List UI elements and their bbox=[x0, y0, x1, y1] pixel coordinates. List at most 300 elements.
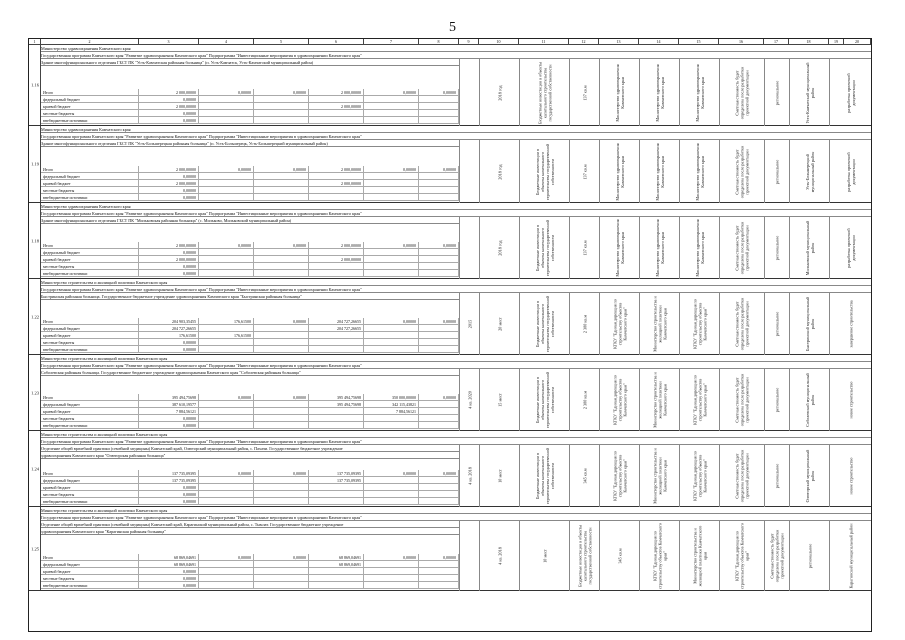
block-header-line: Государственная программа Камчатского края "Развитие здравоохранения Камчатского края" Подпрограмма "Инвестиционные мероприятия в здравоохранении Камчатского края" bbox=[41, 362, 871, 369]
finance-label: внебюджетные источники bbox=[41, 422, 139, 429]
finance-label: краевой бюджет bbox=[41, 180, 139, 187]
finance-value: 0,00000 bbox=[419, 394, 459, 401]
finance-value bbox=[419, 582, 459, 589]
finance-value bbox=[309, 249, 364, 256]
finance-label: федеральный бюджет bbox=[41, 173, 139, 180]
finance-label: Итого bbox=[41, 166, 139, 173]
finance-value: 2 000,00000 bbox=[309, 89, 364, 96]
vertical-cell: Мильковский муниципальный район bbox=[789, 217, 829, 279]
finance-value bbox=[254, 249, 309, 256]
finance-value bbox=[254, 325, 309, 332]
finance-row bbox=[41, 187, 459, 194]
finance-value: 176,61500 bbox=[139, 332, 199, 339]
finance-value bbox=[254, 332, 309, 339]
finance-value: 342 115,43821 bbox=[364, 401, 419, 408]
finance-label: внебюджетные источники bbox=[41, 346, 139, 353]
finance-value: 0,00000 bbox=[419, 470, 459, 477]
finance-row bbox=[41, 575, 459, 582]
finance-value bbox=[254, 270, 309, 277]
finance-value: 137 735,09395 bbox=[139, 470, 199, 477]
finance-label: федеральный бюджет bbox=[41, 96, 139, 103]
finance-label: краевой бюджет bbox=[41, 256, 139, 263]
finance-value bbox=[309, 117, 364, 124]
block-header-line: Министерство здравоохранения Камчатского края bbox=[41, 126, 871, 133]
block-header-line: Государственная программа Камчатского края "Развитие здравоохранения Камчатского края" Подпрограмма "Инвестиционные мероприятия в здравоохранении Камчатского края" bbox=[41, 286, 871, 293]
finance-row bbox=[41, 332, 459, 339]
finance-value bbox=[364, 187, 419, 194]
finance-row bbox=[41, 415, 459, 422]
block-header-line: Министерство строительства и жилищной политики Камчатского края bbox=[41, 507, 871, 514]
finance-value bbox=[309, 484, 364, 491]
vertical-cell: 10 мест bbox=[479, 445, 519, 507]
vertical-cell: Министерство строительства и жилищной политики Камчатского края bbox=[679, 521, 719, 591]
finance-value bbox=[254, 180, 309, 187]
block-header-line: Министерство строительства и жилищной политики Камчатского края bbox=[41, 279, 871, 286]
finance-value: 0,00000 bbox=[139, 194, 199, 201]
vertical-cell: региональное bbox=[764, 59, 789, 126]
finance-value bbox=[309, 173, 364, 180]
finance-value bbox=[364, 110, 419, 117]
finance-value bbox=[419, 96, 459, 103]
finance-value: 0,00000 bbox=[139, 484, 199, 491]
finance-label: местные бюджеты bbox=[41, 110, 139, 117]
finance-label: краевой бюджет bbox=[41, 568, 139, 575]
finance-label: Итого bbox=[41, 554, 139, 561]
finance-value: 176,61500 bbox=[199, 318, 254, 325]
finance-value bbox=[254, 408, 309, 415]
finance-value: 2 000,00000 bbox=[309, 166, 364, 173]
finance-row bbox=[41, 242, 459, 249]
finance-value bbox=[254, 575, 309, 582]
vertical-cell: разработка проектной документации bbox=[829, 217, 871, 279]
vertical-cell: разработка проектной документации bbox=[829, 140, 871, 203]
finance-label: внебюджетные источники bbox=[41, 582, 139, 589]
finance-value bbox=[419, 332, 459, 339]
finance-row bbox=[41, 401, 459, 408]
finance-value: 0,00000 bbox=[254, 166, 309, 173]
finance-value: 0,00000 bbox=[139, 422, 199, 429]
vertical-cell: КГКУ "Единая дирекция по строительству объектов Камчатского края" bbox=[639, 521, 679, 591]
finance-value bbox=[364, 477, 419, 484]
finance-row bbox=[41, 422, 459, 429]
finance-row bbox=[41, 339, 459, 346]
page-number: 5 bbox=[449, 20, 456, 35]
finance-value bbox=[199, 498, 254, 505]
finance-value bbox=[199, 103, 254, 110]
finance-label: внебюджетные источники bbox=[41, 117, 139, 124]
finance-value bbox=[364, 422, 419, 429]
finance-value bbox=[419, 187, 459, 194]
finance-value bbox=[364, 339, 419, 346]
finance-value bbox=[199, 491, 254, 498]
object-block bbox=[29, 279, 871, 355]
finance-value: 0,00000 bbox=[139, 117, 199, 124]
finance-value: 395 494,75698 bbox=[139, 394, 199, 401]
finance-value: 0,00000 bbox=[139, 491, 199, 498]
finance-value bbox=[364, 498, 419, 505]
finance-row bbox=[41, 568, 459, 575]
finance-label: федеральный бюджет bbox=[41, 249, 139, 256]
column-number: 12 bbox=[569, 39, 599, 45]
finance-value bbox=[419, 263, 459, 270]
vertical-cell: новое строительство bbox=[829, 445, 871, 507]
finance-value: 0,00000 bbox=[254, 394, 309, 401]
vertical-cell: Министерство здравоохранения Камчатского края bbox=[639, 217, 679, 279]
column-number: 20 bbox=[844, 39, 871, 45]
investment-table bbox=[28, 38, 872, 632]
vertical-cell: Министерство здравоохранения Камчатского края bbox=[599, 140, 639, 203]
vertical-cell: Бюджетные инвестиции в объекты капитального строительства государственной собственности bbox=[519, 293, 569, 355]
finance-label: Итого bbox=[41, 89, 139, 96]
object-block bbox=[29, 507, 871, 591]
finance-row bbox=[41, 554, 459, 561]
finance-value bbox=[364, 180, 419, 187]
vertical-cell: Министерство строительства и жилищной политики Камчатского края bbox=[639, 293, 679, 355]
column-number: 8 bbox=[419, 39, 459, 45]
row-number: 1.18 bbox=[29, 203, 41, 278]
finance-value bbox=[309, 263, 364, 270]
finance-value: 0,00000 bbox=[139, 173, 199, 180]
column-number: 15 bbox=[679, 39, 719, 45]
row-number: 1.25 bbox=[29, 507, 41, 590]
finance-value: 0,00000 bbox=[139, 263, 199, 270]
vertical-cell: Бюджетные инвестиции в объекты капитального строительства государственной собственности bbox=[519, 59, 569, 126]
finance-value bbox=[364, 575, 419, 582]
finance-label: федеральный бюджет bbox=[41, 477, 139, 484]
row-number: 1.24 bbox=[29, 431, 41, 506]
finance-value bbox=[199, 561, 254, 568]
finance-value: 0,00000 bbox=[419, 554, 459, 561]
finance-value bbox=[254, 103, 309, 110]
finance-value bbox=[309, 415, 364, 422]
vertical-cell: Усть-Большерецкий муниципальный район bbox=[789, 140, 829, 203]
finance-value bbox=[254, 582, 309, 589]
vertical-cell: Министерство здравоохранения Камчатского края bbox=[679, 217, 719, 279]
finance-value bbox=[254, 256, 309, 263]
finance-row bbox=[41, 561, 459, 568]
finance-value bbox=[309, 187, 364, 194]
finance-value: 387 610,19577 bbox=[139, 401, 199, 408]
finance-label: краевой бюджет bbox=[41, 332, 139, 339]
block-header-line: здравоохранения Камчатского края "Карагинская районная больница" bbox=[41, 528, 459, 535]
vertical-cell: Карагинский муниципальный район bbox=[829, 521, 871, 591]
finance-value bbox=[254, 401, 309, 408]
finance-value bbox=[364, 249, 419, 256]
finance-value: 2 000,00000 bbox=[309, 103, 364, 110]
finance-value bbox=[364, 568, 419, 575]
vertical-cell: 2018 год bbox=[479, 59, 519, 126]
finance-value bbox=[199, 270, 254, 277]
vertical-cell: 2 300 кв.м bbox=[569, 369, 599, 431]
finance-value: 0,00000 bbox=[199, 394, 254, 401]
vertical-cell bbox=[459, 217, 479, 279]
finance-label: внебюджетные источники bbox=[41, 270, 139, 277]
finance-value bbox=[199, 96, 254, 103]
finance-row bbox=[41, 470, 459, 477]
vertical-cell: Сметная стоимость будет определена после разработки проектной документации bbox=[764, 521, 789, 591]
finance-value bbox=[254, 339, 309, 346]
finance-value bbox=[364, 491, 419, 498]
finance-value bbox=[254, 422, 309, 429]
finance-value: 0,00000 bbox=[254, 318, 309, 325]
finance-row bbox=[41, 173, 459, 180]
vertical-cell: региональное bbox=[764, 369, 789, 431]
column-number: 7 bbox=[364, 39, 419, 45]
finance-value bbox=[309, 575, 364, 582]
finance-value bbox=[419, 498, 459, 505]
finance-value: 0,00000 bbox=[199, 554, 254, 561]
column-number: 9 bbox=[459, 39, 479, 45]
finance-value: 204 903,35455 bbox=[139, 318, 199, 325]
finance-value: 0,00000 bbox=[199, 242, 254, 249]
vertical-cell: разработка проектной документации bbox=[829, 59, 871, 126]
finance-value bbox=[309, 491, 364, 498]
finance-value bbox=[254, 194, 309, 201]
finance-value: 204 727,26655 bbox=[139, 325, 199, 332]
vertical-cell: КГКУ "Единая дирекция по строительству объектов Камчатского края" bbox=[599, 293, 639, 355]
vertical-cell: 4 кв. 2018 bbox=[459, 445, 479, 507]
finance-value bbox=[254, 173, 309, 180]
finance-value bbox=[419, 256, 459, 263]
vertical-cell: Соболевский муниципальный район bbox=[789, 369, 829, 431]
finance-value bbox=[199, 568, 254, 575]
finance-value: 137 735,09395 bbox=[309, 470, 364, 477]
finance-row bbox=[41, 263, 459, 270]
column-number: 5 bbox=[254, 39, 309, 45]
block-header-line: Отделение общей врачебной практики (семейной медицины) Камчатский край, Карагинский муниципальный район, с. Тымлат. Государственное бюджетное учреждение bbox=[41, 521, 459, 528]
finance-value bbox=[419, 249, 459, 256]
finance-value bbox=[199, 263, 254, 270]
finance-value bbox=[309, 582, 364, 589]
vertical-cell: КГКУ "Единая дирекция по строительству объектов Камчатского края" bbox=[679, 445, 719, 507]
finance-value: 0,00000 bbox=[139, 96, 199, 103]
vertical-cell: Министерство здравоохранения Камчатского края bbox=[639, 140, 679, 203]
block-header-line: Министерство строительства и жилищной политики Камчатского края bbox=[41, 355, 871, 362]
block-header-line: Здание многофункционального отделения ГБСТ ПК "Усть-Камчатская районная больница" (п. Усть-Камчатск, Усть-Камчатский муниципальный район) bbox=[41, 59, 459, 66]
vertical-cell: КГКУ "Единая дирекция по строительству объектов Камчатского края" bbox=[719, 521, 764, 591]
block-header-line: Министерство строительства и жилищной политики Камчатского края bbox=[41, 431, 871, 438]
finance-value bbox=[199, 325, 254, 332]
vertical-cell: завершение строительства bbox=[829, 293, 871, 355]
finance-row bbox=[41, 491, 459, 498]
finance-value bbox=[199, 477, 254, 484]
finance-row bbox=[41, 166, 459, 173]
finance-row bbox=[41, 249, 459, 256]
finance-row bbox=[41, 346, 459, 353]
row-number: 1.19 bbox=[29, 126, 41, 202]
finance-value: 68 869,04691 bbox=[139, 554, 199, 561]
finance-value bbox=[309, 194, 364, 201]
column-number: 14 bbox=[639, 39, 679, 45]
column-number: 11 bbox=[519, 39, 569, 45]
vertical-cell: КГКУ "Единая дирекция по строительству объектов Камчатского края" bbox=[599, 445, 639, 507]
finance-value bbox=[309, 408, 364, 415]
vertical-cell: КГКУ "Единая дирекция по строительству объектов Камчатского края" bbox=[679, 369, 719, 431]
finance-value bbox=[309, 498, 364, 505]
finance-value: 137 735,09395 bbox=[309, 477, 364, 484]
finance-value bbox=[199, 415, 254, 422]
vertical-cell: 2018 год bbox=[479, 140, 519, 203]
finance-value bbox=[419, 194, 459, 201]
finance-value bbox=[419, 339, 459, 346]
vertical-cell: 137 кв.м bbox=[569, 59, 599, 126]
finance-value bbox=[364, 346, 419, 353]
finance-value: 2 000,00000 bbox=[309, 242, 364, 249]
block-header-line: Государственная программа Камчатского края "Развитие здравоохранения Камчатского края" Подпрограмма "Инвестиционные мероприятия в здравоохранении Камчатского края" bbox=[41, 438, 871, 445]
finance-value: 0,00000 bbox=[254, 554, 309, 561]
finance-value: 0,00000 bbox=[254, 242, 309, 249]
finance-value bbox=[199, 575, 254, 582]
finance-value bbox=[419, 484, 459, 491]
vertical-cell: Министерство здравоохранения Камчатского края bbox=[599, 59, 639, 126]
finance-value bbox=[309, 568, 364, 575]
column-number: 4 bbox=[199, 39, 254, 45]
vertical-cell: Бюджетные инвестиции в объекты капитального строительства государственной собственности bbox=[569, 521, 599, 591]
finance-row bbox=[41, 117, 459, 124]
vertical-cell: Усть-Камчатский муниципальный район bbox=[789, 59, 829, 126]
finance-row bbox=[41, 318, 459, 325]
finance-label: Итого bbox=[41, 470, 139, 477]
vertical-cell: Сметная стоимость будет определена после разработки проектной документации bbox=[719, 217, 764, 279]
vertical-cell: 4 кв. 2018 bbox=[479, 521, 519, 591]
vertical-cell bbox=[459, 59, 479, 126]
finance-value bbox=[254, 263, 309, 270]
finance-value bbox=[199, 401, 254, 408]
vertical-cell: новое строительство bbox=[829, 369, 871, 431]
column-number: 2 bbox=[41, 39, 139, 45]
finance-value: 395 494,75698 bbox=[309, 401, 364, 408]
finance-value: 204 727,26655 bbox=[309, 325, 364, 332]
object-block bbox=[29, 355, 871, 431]
finance-value: 2 000,00000 bbox=[309, 256, 364, 263]
vertical-cell: Министерство здравоохранения Камчатского края bbox=[599, 217, 639, 279]
vertical-cell: Бюджетные инвестиции в объекты капитального строительства государственной собственности bbox=[519, 140, 569, 203]
finance-label: Итого bbox=[41, 318, 139, 325]
finance-value bbox=[364, 415, 419, 422]
finance-value bbox=[199, 173, 254, 180]
finance-value: 68 869,04691 bbox=[309, 561, 364, 568]
vertical-cell: региональное bbox=[764, 445, 789, 507]
finance-value bbox=[254, 498, 309, 505]
column-number: 17 bbox=[764, 39, 789, 45]
vertical-cell bbox=[459, 140, 479, 203]
finance-label: внебюджетные источники bbox=[41, 498, 139, 505]
finance-value bbox=[309, 346, 364, 353]
finance-value bbox=[254, 187, 309, 194]
finance-value bbox=[199, 346, 254, 353]
vertical-cell: 4 кв. 2020 bbox=[459, 369, 479, 431]
object-block bbox=[29, 431, 871, 507]
column-number: 1 bbox=[29, 39, 41, 45]
finance-row bbox=[41, 256, 459, 263]
finance-value: 0,00000 bbox=[139, 498, 199, 505]
finance-value bbox=[254, 561, 309, 568]
finance-value bbox=[199, 408, 254, 415]
finance-value: 204 727,26655 bbox=[309, 318, 364, 325]
block-header-line: Быстринская районная больница. Государственное бюджетное учреждение здравоохранения Камчатского края "Быстринская районная больница" bbox=[41, 293, 459, 300]
vertical-cell: 2015 bbox=[459, 293, 479, 355]
row-number: 1.16 bbox=[29, 45, 41, 125]
block-header-line: Отделение общей врачебной практики (семейной медицины) Камчатский край, Олюторский муниципальный район, с. Пахачи. Государственное бюджетное учреждение bbox=[41, 445, 459, 452]
finance-row bbox=[41, 498, 459, 505]
vertical-cell: 2018 год bbox=[479, 217, 519, 279]
finance-value bbox=[364, 103, 419, 110]
finance-value bbox=[419, 477, 459, 484]
finance-value bbox=[419, 401, 459, 408]
finance-row bbox=[41, 96, 459, 103]
finance-label: внебюджетные источники bbox=[41, 194, 139, 201]
finance-value bbox=[364, 96, 419, 103]
vertical-cell: Министерство здравоохранения Камчатского края bbox=[679, 59, 719, 126]
vertical-cell: Министерство строительства и жилищной политики Камчатского края bbox=[639, 445, 679, 507]
row-number: 1.22 bbox=[29, 279, 41, 354]
finance-value bbox=[309, 110, 364, 117]
finance-row bbox=[41, 89, 459, 96]
finance-value: 2 000,00000 bbox=[309, 180, 364, 187]
finance-value: 0,00000 bbox=[419, 166, 459, 173]
block-header-line: Здание многофункционального отделения ГБСТ ПК "Мильковская районная больница" (с. Мильково, Мильковский муниципальный район) bbox=[41, 217, 459, 224]
column-number: 3 bbox=[139, 39, 199, 45]
finance-value: 0,00000 bbox=[419, 318, 459, 325]
finance-value bbox=[364, 270, 419, 277]
vertical-cell: Сметная стоимость будет определена после разработки проектной документации bbox=[719, 140, 764, 203]
finance-row bbox=[41, 484, 459, 491]
finance-value: 350 000,00000 bbox=[364, 394, 419, 401]
finance-value: 0,00000 bbox=[419, 242, 459, 249]
finance-value: 68 869,04691 bbox=[309, 554, 364, 561]
finance-value bbox=[309, 422, 364, 429]
finance-label: федеральный бюджет bbox=[41, 401, 139, 408]
finance-value bbox=[199, 117, 254, 124]
finance-value bbox=[364, 194, 419, 201]
vertical-cell: Быстринский муниципальный район bbox=[789, 293, 829, 355]
finance-value bbox=[199, 484, 254, 491]
vertical-cell: 2 300 кв.м bbox=[569, 293, 599, 355]
finance-label: местные бюджеты bbox=[41, 575, 139, 582]
object-block bbox=[29, 126, 871, 203]
vertical-cell: 137 кв.м bbox=[569, 140, 599, 203]
vertical-cell: Сметная стоимость будет определена после разработки проектной документации bbox=[719, 293, 764, 355]
finance-row bbox=[41, 103, 459, 110]
finance-value bbox=[364, 332, 419, 339]
finance-value: 0,00000 bbox=[139, 415, 199, 422]
vertical-cell: Бюджетные инвестиции в объекты капитального строительства государственной собственности bbox=[519, 217, 569, 279]
finance-value: 0,00000 bbox=[199, 89, 254, 96]
finance-value bbox=[254, 568, 309, 575]
finance-value bbox=[419, 270, 459, 277]
block-header-line: Министерство здравоохранения Камчатского края bbox=[41, 45, 871, 52]
finance-value bbox=[419, 173, 459, 180]
finance-value: 0,00000 bbox=[364, 554, 419, 561]
finance-value: 0,00000 bbox=[364, 318, 419, 325]
finance-value: 0,00000 bbox=[139, 270, 199, 277]
finance-value bbox=[309, 339, 364, 346]
row-number: 1.23 bbox=[29, 355, 41, 430]
finance-label: Итого bbox=[41, 394, 139, 401]
finance-value bbox=[419, 415, 459, 422]
finance-value: 0,00000 bbox=[419, 89, 459, 96]
finance-value bbox=[364, 173, 419, 180]
column-number: 13 bbox=[599, 39, 639, 45]
vertical-cell: 15 мест bbox=[479, 369, 519, 431]
vertical-cell: Министерство строительства и жилищной политики Камчатского края bbox=[639, 369, 679, 431]
block-header-line: Государственная программа Камчатского края "Развитие здравоохранения Камчатского края" Подпрограмма "Инвестиционные мероприятия в здравоохранении Камчатского края" bbox=[41, 514, 871, 521]
finance-value bbox=[419, 422, 459, 429]
finance-label: федеральный бюджет bbox=[41, 325, 139, 332]
finance-value bbox=[309, 332, 364, 339]
finance-value: 0,00000 bbox=[364, 470, 419, 477]
vertical-cell: региональное bbox=[764, 293, 789, 355]
